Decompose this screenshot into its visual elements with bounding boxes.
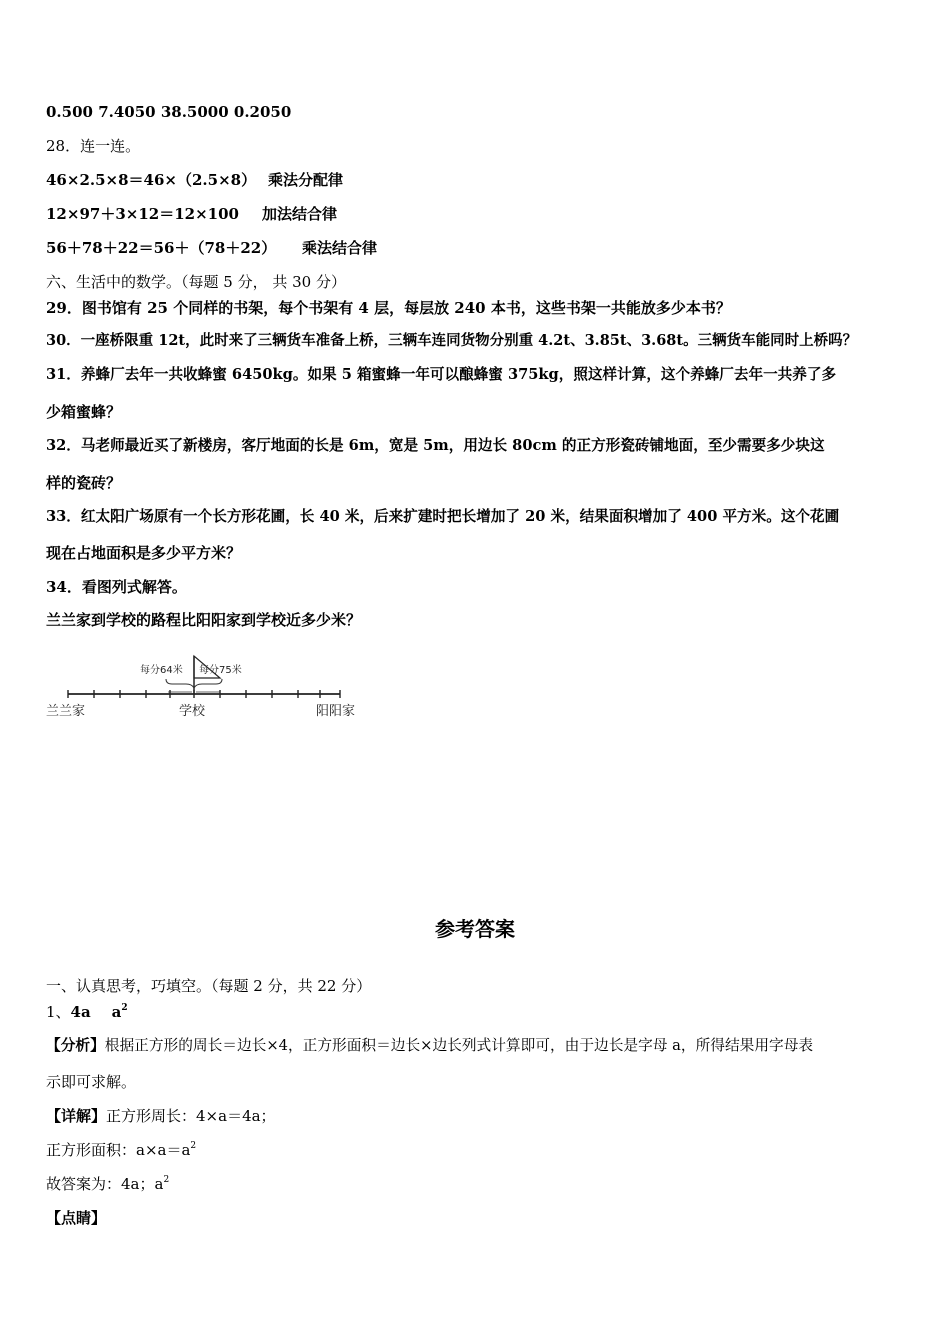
question-34: 34．看图列式解答。 bbox=[46, 578, 187, 596]
match-row-3-left: 56＋78＋22＝56＋（78＋22） bbox=[46, 239, 277, 257]
question-28: 28．连一连。 bbox=[46, 137, 141, 155]
question-33-line-2: 现在占地面积是多少平方米？ bbox=[46, 544, 242, 562]
match-row-2-right: 加法结合律 bbox=[262, 205, 338, 223]
question-32-line-2: 样的瓷砖？ bbox=[46, 474, 122, 492]
lanlan-home-label: 兰兰家 bbox=[46, 704, 86, 719]
area-text: 正方形面积：a×a＝a bbox=[46, 1141, 191, 1159]
area-exponent: 2 bbox=[190, 1141, 197, 1151]
question-30: 30．一座桥限重 12t，此时来了三辆货车准备上桥，三辆车连同货物分别重 4.2t、3.85t、3.68t。三辆货车能同时上桥吗？ bbox=[46, 332, 858, 349]
area-line bbox=[46, 1140, 196, 1160]
detail-tag: 【详解】 bbox=[46, 1107, 107, 1125]
question-31-line-1: 31．养蜂厂去年一共收蜂蜜 6450kg。如果 5 箱蜜蜂一年可以酿蜂蜜 375kg，照这样计算，这个养蜂厂去年一共养了多 bbox=[46, 366, 837, 383]
section-6-heading: 六、生活中的数学。（每题 5 分， 共 30 分） bbox=[46, 273, 346, 291]
match-row-2 bbox=[46, 204, 338, 224]
analysis-text: 根据正方形的周长＝边长×4，正方形面积＝边长×边长列式计算即可，由于边长是字母 a，所得结果用字母表 bbox=[104, 1037, 814, 1054]
detail-text: 正方形周长：4×a＝4a； bbox=[106, 1107, 276, 1125]
left-speed-label: 每分64米 bbox=[140, 665, 183, 676]
decimal-list: 0.500 7.4050 38.5000 0.2050 bbox=[46, 103, 292, 121]
answer-key-title: 参考答案 bbox=[435, 917, 515, 941]
answer-1-exponent: 2 bbox=[121, 1003, 128, 1013]
question-31-line-2: 少箱蜜蜂？ bbox=[46, 403, 122, 421]
match-row-1-right: 乘法分配律 bbox=[268, 171, 344, 189]
answer-1-number: 1、 bbox=[46, 1003, 71, 1021]
question-29: 29．图书馆有 25 个同样的书架，每个书架有 4 层，每层放 240 本书，这些书架一共能放多少本书？ bbox=[46, 299, 731, 317]
match-row-1-left: 46×2.5×8＝46×（2.5×8） bbox=[46, 171, 257, 189]
answer-1 bbox=[46, 1002, 128, 1022]
route-diagram bbox=[44, 648, 374, 728]
detail-line bbox=[46, 1106, 276, 1126]
school-label: 学校 bbox=[179, 704, 206, 719]
yangyang-home-label: 阳阳家 bbox=[316, 704, 356, 719]
final-answer-text: 故答案为：4a；a bbox=[46, 1175, 164, 1193]
answer-section-1-heading: 一、认真思考，巧填空。（每题 2 分，共 22 分） bbox=[46, 977, 372, 995]
match-row-3 bbox=[46, 238, 378, 258]
final-answer-line bbox=[46, 1174, 169, 1194]
right-speed-label: 每分75米 bbox=[199, 665, 242, 676]
match-row-1 bbox=[46, 170, 344, 190]
match-row-2-left: 12×97＋3×12＝12×100 bbox=[46, 205, 239, 223]
match-row-3-right: 乘法结合律 bbox=[302, 239, 378, 257]
answer-1-value: 4a a bbox=[70, 1003, 122, 1021]
analysis-line-2: 示即可求解。 bbox=[46, 1073, 137, 1091]
question-33-line-1: 33．红太阳广场原有一个长方形花圃，长 40 米，后来扩建时把长增加了 20 米，结果面积增加了 400 平方米。这个花圃 bbox=[46, 508, 840, 525]
analysis-line-1 bbox=[46, 1036, 813, 1056]
final-answer-exponent: 2 bbox=[163, 1175, 170, 1185]
analysis-tag: 【分析】 bbox=[46, 1037, 105, 1054]
comment-tag: 【点睛】 bbox=[46, 1209, 107, 1227]
question-34-prompt: 兰兰家到学校的路程比阳阳家到学校近多少米？ bbox=[46, 611, 362, 629]
question-32-line-1: 32．马老师最近买了新楼房，客厅地面的长是 6m，宽是 5m，用边长 80cm 的正方形瓷砖铺地面，至少需要多少块这 bbox=[46, 437, 825, 454]
